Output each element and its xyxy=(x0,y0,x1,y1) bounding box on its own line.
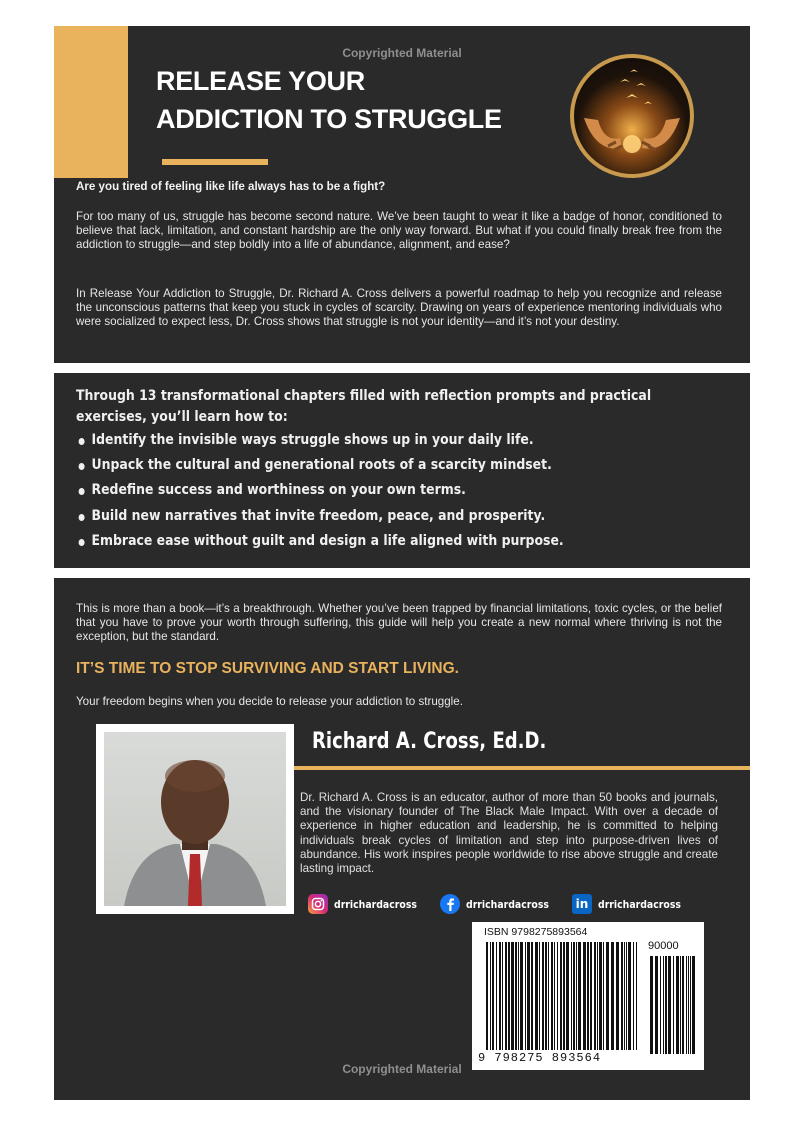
isbn-barcode xyxy=(472,922,704,1070)
tagline: IT’S TIME TO STOP SURVIVING AND START LIVING. xyxy=(76,660,459,677)
author-photo-frame xyxy=(96,724,294,914)
closing-final-line: Your freedom begins when you decide to release your addiction to struggle. xyxy=(76,695,463,708)
title-underline xyxy=(162,159,268,165)
barcode-bars xyxy=(486,942,638,1050)
broken-chain-emblem-icon xyxy=(570,54,694,178)
facebook-icon xyxy=(440,894,460,914)
chapters-intro-line-1: Through 13 transformational chapters filled with reflection prompts and practical xyxy=(76,388,652,404)
intro-question: Are you tired of feeling like life always has to be a fight? xyxy=(76,180,386,193)
facebook-handle-text: drrichardacross xyxy=(466,897,549,911)
author-name-underline xyxy=(294,766,750,770)
linkedin-icon: in xyxy=(572,894,592,914)
chapters-intro-line-2: exercises, you’ll learn how to: xyxy=(76,409,288,425)
closing-paragraph: This is more than a book—it’s a breakthrough. Whether you’ve been trapped by financial limitations, toxic cycles, or the belief that you have to prove your worth through suffering, this guide will help you create a new normal where thriving is not the exception, but the standard. xyxy=(76,602,722,644)
title-line-1: RELEASE YOUR xyxy=(156,66,365,96)
intro-paragraph-2: In Release Your Addiction to Struggle, Dr. Richard A. Cross delivers a powerful roadmap to help you recognize and release the unconscious patterns that keep you stuck in cycles of scarcity. Drawing on years of experience mentoring individuals who were socialized to expect less, Dr. Cross shows that struggle is not your identity—and it’s not your destiny. xyxy=(76,287,722,329)
isbn-label: ISBN 9798275893564 xyxy=(484,926,588,938)
author-bio: Dr. Richard A. Cross is an educator, author of more than 50 books and journals, and the visionary founder of The Black Male Impact. With over a decade of experience in higher education and leadership, he is committed to helping individuals break cycles of limitation and step into purpose-driven lives of abundance. His work inspires people worldwide to rise above struggle and create lasting impact. xyxy=(300,791,718,876)
intro-paragraph-1: For too many of us, struggle has become second nature. We’ve been taught to wear it like a badge of honor, conditioned to believe that lack, limitation, and constant hardship are the only way forward. But what if you could finally break free from the addiction to struggle—and step boldly into a life of abundance, alignment, and ease? xyxy=(76,210,722,252)
list-item: Redefine success and worthiness on your own terms. xyxy=(76,478,745,503)
list-item: Build new narratives that invite freedom, peace, and prosperity. xyxy=(76,504,745,529)
chapters-intro xyxy=(76,386,730,428)
list-item: Unpack the cultural and generational roots of a scarcity mindset. xyxy=(76,453,745,478)
watermark-bottom: Copyrighted Material xyxy=(342,1062,462,1076)
learning-bullet-list xyxy=(76,428,736,554)
section-divider xyxy=(0,363,805,373)
linkedin-handle-text: drrichardacross xyxy=(598,897,681,911)
book-title xyxy=(156,62,502,138)
gold-accent-block xyxy=(54,26,128,178)
facebook-handle[interactable] xyxy=(440,894,564,914)
instagram-handle-text: drrichardacross xyxy=(334,897,417,911)
instagram-handle[interactable] xyxy=(308,894,432,914)
instagram-icon xyxy=(308,894,328,914)
barcode-digits: 9 798275 893564 xyxy=(478,1051,602,1065)
author-name: Richard A. Cross, Ed.D. xyxy=(312,729,547,754)
watermark-top: Copyrighted Material xyxy=(342,46,462,60)
section-divider xyxy=(0,568,805,578)
title-line-2: ADDICTION TO STRUGGLE xyxy=(156,104,502,134)
list-item: Identify the invisible ways struggle shows up in your daily life. xyxy=(76,428,745,453)
book-back-cover xyxy=(54,26,750,1100)
list-item: Embrace ease without guilt and design a life aligned with purpose. xyxy=(76,529,745,554)
barcode-addon-bars xyxy=(650,956,696,1054)
price-code: 90000 xyxy=(648,940,679,952)
author-photo xyxy=(104,732,286,906)
chapters-section xyxy=(76,386,736,554)
linkedin-handle[interactable] xyxy=(572,894,696,914)
